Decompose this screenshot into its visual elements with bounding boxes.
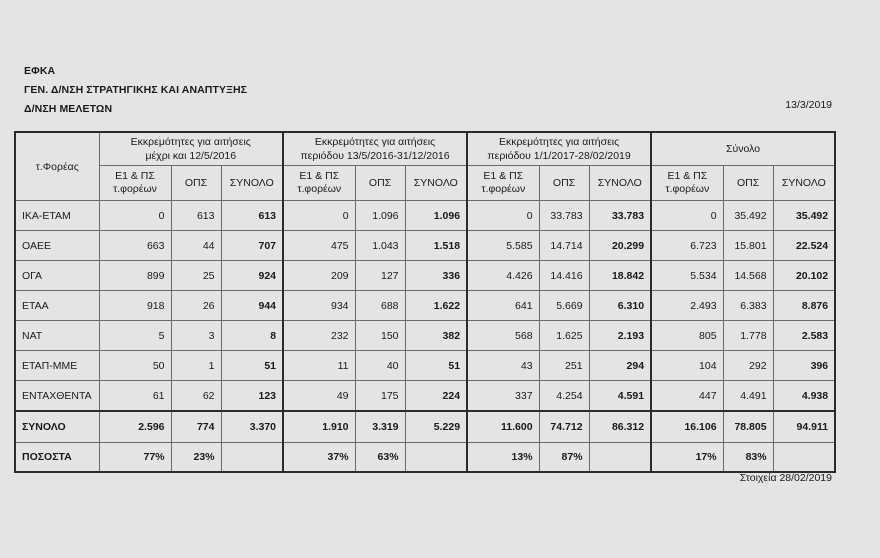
table-cell: 33.783 [539, 201, 589, 231]
table-row [15, 291, 835, 321]
table-cell: 61 [99, 381, 171, 412]
table-cell: 8 [221, 321, 283, 351]
table-cell: 14.714 [539, 231, 589, 261]
table-cell: 1.096 [405, 201, 467, 231]
table-cell: 51 [405, 351, 467, 381]
table-cell: 5.585 [467, 231, 539, 261]
table-cell: 337 [467, 381, 539, 412]
table-cell: 6.310 [589, 291, 651, 321]
subheader-synolo-1: ΣΥΝΟΛΟ [221, 166, 283, 201]
table-cell: 0 [99, 201, 171, 231]
table-cell: 25 [171, 261, 221, 291]
group-header-2016-period-line2: περιόδου 13/5/2016-31/12/2016 [300, 150, 450, 162]
table-cell: 1.622 [405, 291, 467, 321]
table-cell: 20.102 [773, 261, 835, 291]
table-cell: 78.805 [723, 411, 773, 443]
group-header-total [651, 132, 835, 166]
table-cell: 707 [221, 231, 283, 261]
table-cell [773, 443, 835, 473]
row-label: ΙΚΑ-ΕΤΑΜ [15, 201, 99, 231]
table-body [15, 201, 835, 473]
table-cell: 16.106 [651, 411, 723, 443]
table-cell: 0 [651, 201, 723, 231]
row-label: ΠΟΣΟΣΤΑ [15, 443, 99, 473]
row-label: ΟΑΕΕ [15, 231, 99, 261]
group-header-until-2016-line2: μέχρι και 12/5/2016 [145, 150, 237, 162]
table-cell: 87% [539, 443, 589, 473]
table-cell [221, 443, 283, 473]
table-cell: 774 [171, 411, 221, 443]
group-header-until-2016 [99, 132, 283, 166]
group-header-total-line1: Σύνολο [726, 143, 761, 155]
table-cell: 251 [539, 351, 589, 381]
table-row-total [15, 411, 835, 443]
table-cell: 74.712 [539, 411, 589, 443]
table-cell: 224 [405, 381, 467, 412]
table-cell: 934 [283, 291, 355, 321]
subheader-ops-3: ΟΠΣ [539, 166, 589, 201]
row-label: ΟΓΑ [15, 261, 99, 291]
table-cell: 2.193 [589, 321, 651, 351]
group-header-2017-2019-period-line1: Εκκρεμότητες για αιτήσεις [498, 136, 620, 148]
table-cell: 35.492 [773, 201, 835, 231]
table-row [15, 351, 835, 381]
table-row [15, 201, 835, 231]
subheader-e1ps-2: Ε1 & ΠΣ τ.φορέων [283, 166, 355, 201]
table-cell: 4.426 [467, 261, 539, 291]
group-header-2017-2019-period [467, 132, 651, 166]
table-cell: 49 [283, 381, 355, 412]
table-cell: 613 [221, 201, 283, 231]
table-cell: 37% [283, 443, 355, 473]
table-cell: 35.492 [723, 201, 773, 231]
table-cell: 209 [283, 261, 355, 291]
table-cell: 44 [171, 231, 221, 261]
table-cell: 0 [467, 201, 539, 231]
table-cell: 899 [99, 261, 171, 291]
group-header-row [15, 132, 835, 166]
sub-header-row [15, 166, 835, 201]
table-cell: 33.783 [589, 201, 651, 231]
table-cell: 2.493 [651, 291, 723, 321]
table-cell: 15.801 [723, 231, 773, 261]
table-cell: 23% [171, 443, 221, 473]
table-header [15, 132, 835, 201]
table-cell: 5.669 [539, 291, 589, 321]
row-label: ΣΥΝΟΛΟ [15, 411, 99, 443]
table-cell: 3.319 [355, 411, 405, 443]
table-cell: 5.534 [651, 261, 723, 291]
table-cell: 8.876 [773, 291, 835, 321]
table-row [15, 231, 835, 261]
group-header-2017-2019-period-line2: περιόδου 1/1/2017-28/02/2019 [487, 150, 631, 162]
table-cell: 805 [651, 321, 723, 351]
table-cell: 26 [171, 291, 221, 321]
table-row [15, 321, 835, 351]
table-cell: 1.096 [355, 201, 405, 231]
table-cell: 51 [221, 351, 283, 381]
division-line-2: Δ/ΝΣΗ ΜΕΛΕΤΩΝ [24, 103, 113, 115]
row-label: ΕΤΑΠ-ΜΜΕ [15, 351, 99, 381]
table-cell: 1.778 [723, 321, 773, 351]
table-cell: 918 [99, 291, 171, 321]
table-cell: 292 [723, 351, 773, 381]
row-label: ΕΝΤΑΧΘΕΝΤΑ [15, 381, 99, 412]
group-header-until-2016-line1: Εκκρεμότητες για αιτήσεις [130, 136, 251, 148]
table-cell: 127 [355, 261, 405, 291]
table-cell: 475 [283, 231, 355, 261]
table-cell: 4.591 [589, 381, 651, 412]
table-row [15, 381, 835, 412]
table-cell: 17% [651, 443, 723, 473]
table-cell: 43 [467, 351, 539, 381]
table-cell: 663 [99, 231, 171, 261]
table-cell: 22.524 [773, 231, 835, 261]
document-header [24, 62, 247, 119]
table-cell: 1 [171, 351, 221, 381]
table-cell: 2.596 [99, 411, 171, 443]
table-cell: 14.416 [539, 261, 589, 291]
data-table-container [14, 131, 830, 473]
subheader-e1ps-1: Ε1 & ΠΣ τ.φορέων [99, 166, 171, 201]
subheader-synolo-4: ΣΥΝΟΛΟ [773, 166, 835, 201]
subheader-ops-4: ΟΠΣ [723, 166, 773, 201]
table-cell: 232 [283, 321, 355, 351]
table-cell: 447 [651, 381, 723, 412]
table-cell: 5 [99, 321, 171, 351]
table-cell: 396 [773, 351, 835, 381]
pending-applications-table [14, 131, 836, 473]
table-row [15, 261, 835, 291]
table-cell: 14.568 [723, 261, 773, 291]
table-cell: 294 [589, 351, 651, 381]
table-cell: 6.383 [723, 291, 773, 321]
table-cell: 13% [467, 443, 539, 473]
table-cell: 62 [171, 381, 221, 412]
subheader-e1ps-4: Ε1 & ΠΣ τ.φορέων [651, 166, 723, 201]
table-cell: 18.842 [589, 261, 651, 291]
table-cell: 11 [283, 351, 355, 381]
row-label: ΝΑΤ [15, 321, 99, 351]
table-cell [405, 443, 467, 473]
table-cell: 3 [171, 321, 221, 351]
table-cell: 4.491 [723, 381, 773, 412]
table-cell: 382 [405, 321, 467, 351]
subheader-ops-2: ΟΠΣ [355, 166, 405, 201]
table-cell: 5.229 [405, 411, 467, 443]
table-cell: 50 [99, 351, 171, 381]
table-cell: 568 [467, 321, 539, 351]
table-cell: 688 [355, 291, 405, 321]
table-cell: 150 [355, 321, 405, 351]
table-cell: 944 [221, 291, 283, 321]
table-cell: 94.911 [773, 411, 835, 443]
table-cell: 4.254 [539, 381, 589, 412]
table-cell: 83% [723, 443, 773, 473]
table-cell: 336 [405, 261, 467, 291]
table-cell: 104 [651, 351, 723, 381]
table-cell: 924 [221, 261, 283, 291]
table-cell: 175 [355, 381, 405, 412]
subheader-ops-1: ΟΠΣ [171, 166, 221, 201]
table-cell: 63% [355, 443, 405, 473]
table-cell: 1.625 [539, 321, 589, 351]
table-cell: 40 [355, 351, 405, 381]
table-cell: 4.938 [773, 381, 835, 412]
table-cell: 20.299 [589, 231, 651, 261]
group-header-2016-period [283, 132, 467, 166]
subheader-e1ps-3: Ε1 & ΠΣ τ.φορέων [467, 166, 539, 201]
group-header-2016-period-line1: Εκκρεμότητες για αιτήσεις [314, 136, 436, 148]
table-cell: 1.910 [283, 411, 355, 443]
table-cell: 11.600 [467, 411, 539, 443]
table-cell: 1.518 [405, 231, 467, 261]
column-header-entity: τ.Φορέας [15, 132, 99, 201]
table-row-percentages [15, 443, 835, 473]
table-cell: 613 [171, 201, 221, 231]
document-footer-note: Στοιχεία 28/02/2019 [739, 472, 832, 484]
row-label: ΕΤΑΑ [15, 291, 99, 321]
table-cell: 77% [99, 443, 171, 473]
division-line-1: ΓΕΝ. Δ/ΝΣΗ ΣΤΡΑΤΗΓΙΚΗΣ ΚΑΙ ΑΝΑΠΤΥΞΗΣ [24, 84, 248, 96]
table-cell: 1.043 [355, 231, 405, 261]
table-cell: 641 [467, 291, 539, 321]
table-cell: 2.583 [773, 321, 835, 351]
table-cell: 6.723 [651, 231, 723, 261]
organization-name: ΕΦΚΑ [24, 65, 56, 77]
table-cell [589, 443, 651, 473]
table-cell: 123 [221, 381, 283, 412]
table-cell: 3.370 [221, 411, 283, 443]
table-cell: 86.312 [589, 411, 651, 443]
subheader-synolo-3: ΣΥΝΟΛΟ [589, 166, 651, 201]
document-date: 13/3/2019 [785, 99, 832, 111]
subheader-synolo-2: ΣΥΝΟΛΟ [405, 166, 467, 201]
table-cell: 0 [283, 201, 355, 231]
